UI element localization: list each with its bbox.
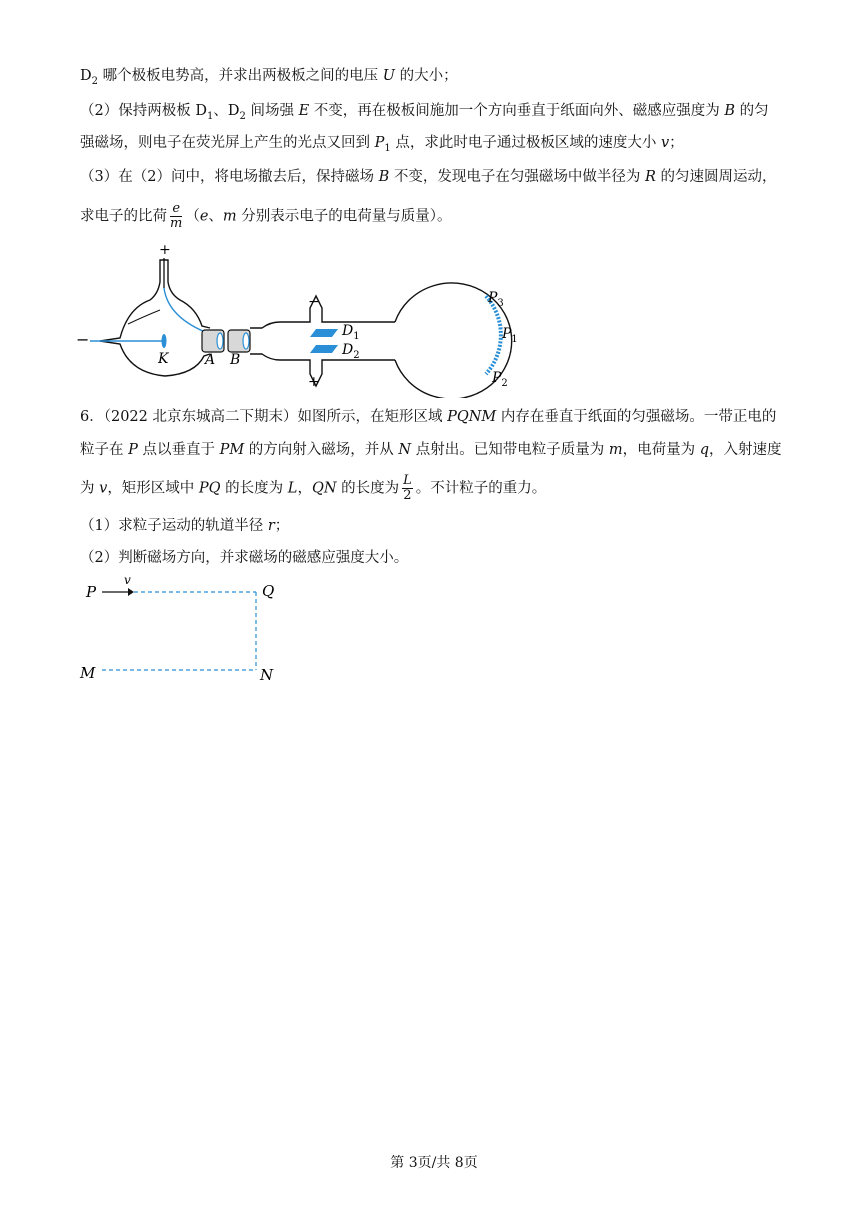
- left-bulb-lower-outline: [100, 341, 210, 376]
- label-n: N: [260, 666, 274, 684]
- label-a: A: [205, 352, 216, 368]
- label-p3: $P_3$: [488, 290, 504, 309]
- label-q: Q: [262, 582, 275, 600]
- left-bulb-outline: [100, 260, 210, 341]
- cathode-k: [162, 334, 167, 348]
- label-m: M: [80, 664, 96, 682]
- plate-minus-sign: −: [308, 294, 320, 310]
- neck-bottom-outline: [250, 354, 395, 386]
- label-v: v: [124, 573, 131, 587]
- q6-line3: 为 v，矩形区域中 PQ 的长度为 L，QN 的长度为 $\frac{L}{2}$ 。不计粒子的重力。: [80, 473, 547, 503]
- label-d1: $D_1$: [342, 323, 360, 342]
- cathode-ray-tube-figure: [70, 238, 540, 398]
- label-p2: $P_2$: [492, 370, 508, 389]
- top-plus-sign: +: [159, 242, 171, 258]
- label-d2: $D_2$: [342, 342, 360, 361]
- q6-line2: 粒子在 P 点以垂直于 PM 的方向射入磁场，并从 N 点射出。已知带电粒子质量为 m，电荷量为 q，入射速度: [80, 442, 782, 458]
- q5-line3: 强磁场，则电子在荧光屏上产生的光点又回到 $P_1$ 点，求此时电子通过极板区域的速度大小 v；: [80, 135, 684, 154]
- plate-d1: [310, 329, 338, 337]
- q5-line1: $D_2$ 哪个极板电势高，并求出两极板之间的电压 U 的大小；: [80, 68, 458, 87]
- fraction-l-over-2: $\frac{L}{2}$: [403, 473, 412, 503]
- fraction-e-over-m: $\frac{e}{m}$: [170, 201, 183, 231]
- velocity-arrow-head: [128, 588, 134, 596]
- anode-b-face: [243, 333, 249, 349]
- q5-line5: 求电子的比荷 $\frac{e}{m}$ （e、m 分别表示电子的电荷量与质量）。: [80, 201, 452, 231]
- q5-line2: （2）保持两极板 $D_1$、$D_2$ 间场强 E 不变，再在极板间施加一个方向垂直于纸面向外、磁感应强度为 B 的匀: [80, 103, 769, 122]
- label-k: K: [158, 351, 169, 367]
- plate-plus-sign: +: [308, 374, 320, 390]
- left-minus-sign: −: [76, 330, 90, 349]
- rectangle-field-figure: [76, 572, 296, 690]
- neck-top-outline: [250, 296, 395, 328]
- label-p: P: [86, 583, 97, 601]
- q5-line4: （3）在（2）问中，将电场撤去后，保持磁场 B 不变，发现电子在匀强磁场中做半径为 R 的匀速圆周运动，: [80, 169, 777, 185]
- anode-wire: [164, 288, 210, 334]
- anode-a-face: [217, 333, 223, 349]
- page-footer: 第 3页/共 8页: [390, 1155, 478, 1171]
- q6-line4: （1）求粒子运动的轨道半径 r；: [80, 518, 290, 534]
- q6-line5: （2）判断磁场方向，并求磁场的磁感应强度大小。: [80, 550, 409, 566]
- plate-d2: [310, 345, 338, 353]
- label-p1: $P_1$: [502, 326, 518, 345]
- q6-line1: 6．（2022 北京东城高二下期末）如图所示，在矩形区域 PQNM 内存在垂直于纸面的匀强磁场。一带正电的: [80, 409, 777, 425]
- label-b: B: [230, 352, 241, 368]
